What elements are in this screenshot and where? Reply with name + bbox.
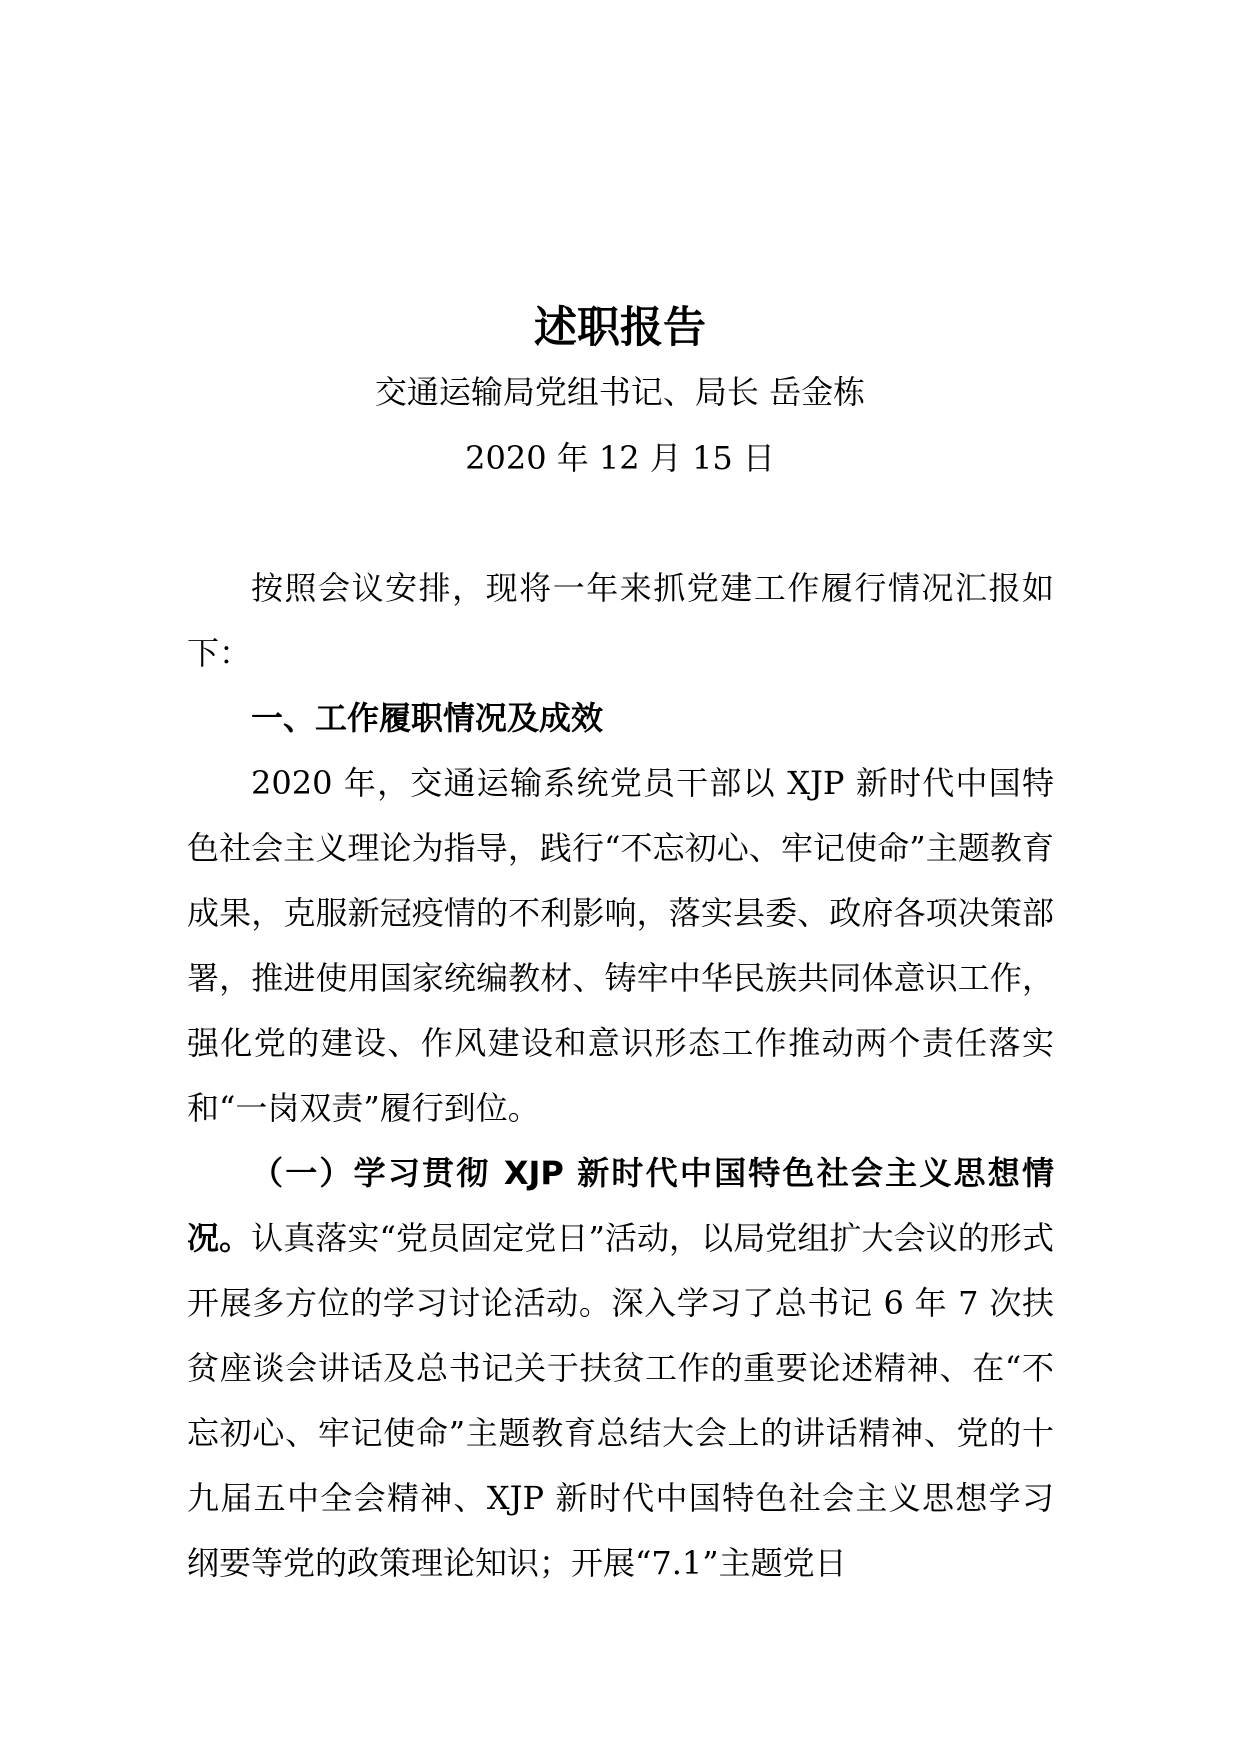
subsection-body: 认真落实“党员固定党日”活动，以局党组扩大会议的形式开展多方位的学习讨论活动。深入学习了总书记 6 年 7 次扶贫座谈会讲话及总书记关于扶贫工作的重要论述精神、在“不忘初心、牢记使命”主题教育总结大会上的讲话精神、党的十九届五中全会精神、XJP 新时代中国特色社会主义思想学习纲要等党的政策理论知识；开展“7.1”主题党日 [187, 1219, 1054, 1582]
author-line: 交通运输局党组书记、局长 岳金栋 [374, 373, 866, 411]
intro-paragraph: 按照会议安排，现将一年来抓党建工作履行情况汇报如下： [187, 569, 1054, 672]
report-date: 2020 年 12 月 15 日 [465, 439, 775, 477]
section-paragraph: 2020 年，交通运输系统党员干部以 XJP 新时代中国特色社会主义理论为指导，践行“不忘初心、牢记使命”主题教育成果，克服新冠疫情的不利影响，落实县委、政府各项决策部署，推进使用国家统编教材、铸牢中华民族共同体意识工作，强化党的建设、作风建设和意识形态工作推动两个责任落实和“一岗双责”履行到位。 [187, 764, 1054, 1127]
subsection-heading: （一）学习贯彻 XJP 新时代中国特色社会主义思想情况。 [187, 1154, 1054, 1257]
document-body [187, 556, 1054, 1596]
subsection-paragraph [187, 1141, 1054, 1596]
section-heading: 一、工作履职情况及成效 [251, 699, 604, 737]
document-title: 述职报告 [534, 303, 706, 353]
